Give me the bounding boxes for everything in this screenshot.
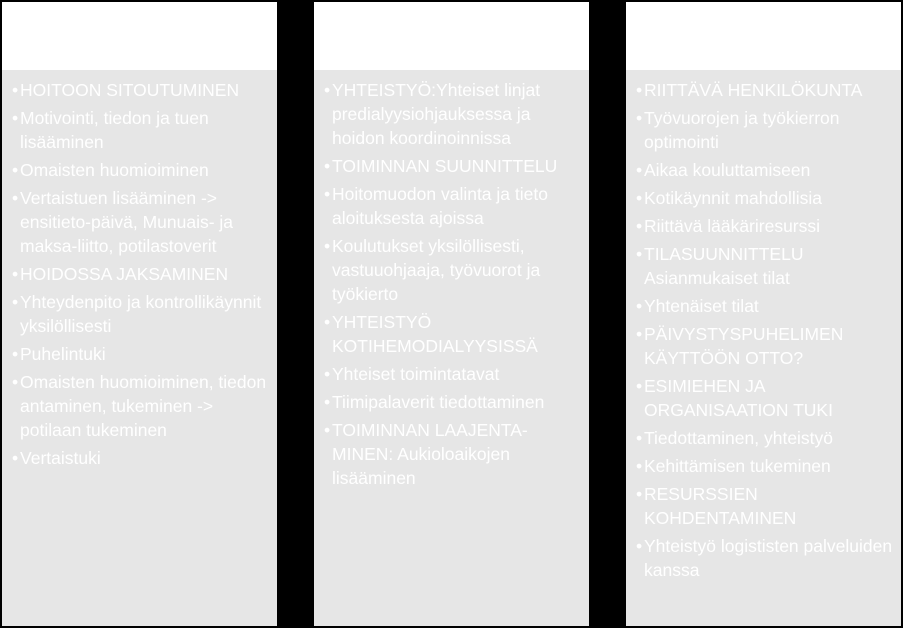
- list-item: [324, 154, 581, 178]
- bullet-icon: •: [324, 236, 331, 256]
- column-3-header: [626, 2, 901, 70]
- list-item: [324, 234, 581, 306]
- list-item: [636, 242, 893, 290]
- bullet-icon: •: [324, 392, 331, 412]
- list-item: [12, 290, 269, 338]
- list-item: [636, 322, 893, 370]
- list-item-text: Kotikäynnit mahdollisia: [644, 188, 823, 208]
- column-1-list: [12, 78, 269, 474]
- bullet-icon: •: [636, 244, 643, 264]
- list-item-text: Vertaistuen lisääminen -> ensitieto-päivä, Munuais- ja maksa-liitto, potilastoverit: [20, 188, 234, 256]
- bullet-icon: •: [12, 188, 19, 208]
- list-item-text: HOIDOSSA JAKSAMINEN: [20, 264, 229, 284]
- bullet-icon: •: [324, 420, 331, 440]
- list-item: [12, 262, 269, 286]
- column-3-panel: [626, 70, 901, 626]
- list-item-text: Vertaistuki: [20, 448, 101, 468]
- list-item-text: Yhtenäiset tilat: [644, 296, 759, 316]
- list-item-text: RIITTÄVÄ HENKILÖKUNTA: [644, 80, 863, 100]
- bullet-icon: •: [324, 80, 331, 100]
- column-1-header: [2, 2, 277, 70]
- bullet-icon: •: [636, 296, 643, 316]
- list-item-text: Omaisten huomioiminen: [20, 160, 209, 180]
- list-item: [636, 482, 893, 530]
- list-item-text: Motivointi, tiedon ja tuen lisääminen: [20, 108, 209, 152]
- list-item: [636, 426, 893, 450]
- list-item-text: TILASUUNNITTELU Asianmukaiset tilat: [644, 244, 804, 288]
- list-item: [636, 106, 893, 154]
- column-3-list: [636, 78, 893, 586]
- column-1: [2, 2, 277, 626]
- list-item-text: Riittävä lääkäriresurssi: [644, 216, 821, 236]
- bullet-icon: •: [12, 80, 19, 100]
- bullet-icon: •: [12, 344, 19, 364]
- list-item-text: TOIMINNAN SUUNNITTELU: [332, 156, 558, 176]
- list-item: [324, 310, 581, 358]
- list-item-text: Hoitomuodon valinta ja tieto aloituksesta ajoissa: [332, 184, 548, 228]
- bullet-icon: •: [12, 372, 19, 392]
- column-3: [626, 2, 901, 626]
- list-item: [636, 78, 893, 102]
- list-item-text: Yhteydenpito ja kontrollikäynnit yksilöllisesti: [20, 292, 262, 336]
- bullet-icon: •: [636, 428, 643, 448]
- bullet-icon: •: [636, 484, 643, 504]
- list-item-text: TOIMINNAN LAAJENTA-MINEN: Aukioloaikojen lisääminen: [332, 420, 528, 488]
- list-item-text: Puhelintuki: [20, 344, 106, 364]
- list-item-text: HOITOON SITOUTUMINEN: [20, 80, 240, 100]
- list-item: [636, 158, 893, 182]
- bullet-icon: •: [324, 364, 331, 384]
- list-item-text: Yhteiset toimintatavat: [332, 364, 500, 384]
- bullet-icon: •: [636, 324, 643, 344]
- column-1-panel: [2, 70, 277, 626]
- list-item: [324, 362, 581, 386]
- list-item-text: PÄIVYSTYSPUHELIMEN KÄYTTÖÖN OTTO?: [644, 324, 844, 368]
- bullet-icon: •: [12, 292, 19, 312]
- list-item: [12, 342, 269, 366]
- list-item-text: YHTEISTYÖ KOTIHEMODIALYYSISSÄ: [332, 312, 538, 356]
- list-item-text: Yhteistyö logististen palveluiden kanssa: [644, 536, 893, 580]
- column-2-header: [314, 2, 589, 70]
- list-item-text: RESURSSIEN KOHDENTAMINEN: [644, 484, 797, 528]
- list-item: [636, 186, 893, 210]
- list-item-text: Kehittämisen tukeminen: [644, 456, 831, 476]
- list-item: [324, 78, 581, 150]
- list-item: [636, 454, 893, 478]
- list-item: [12, 158, 269, 182]
- bullet-icon: •: [636, 188, 643, 208]
- list-item: [324, 182, 581, 230]
- list-item: [636, 534, 893, 582]
- list-item-text: Tiimipalaverit tiedottaminen: [332, 392, 545, 412]
- bullet-icon: •: [324, 312, 331, 332]
- list-item-text: Aikaa kouluttamiseen: [644, 160, 811, 180]
- bullet-icon: •: [12, 264, 19, 284]
- column-2-list: [324, 78, 581, 494]
- list-item: [12, 370, 269, 442]
- bullet-icon: •: [12, 448, 19, 468]
- list-item-text: ESIMIEHEN JA ORGANISAATION TUKI: [644, 376, 833, 420]
- list-item: [636, 214, 893, 238]
- bullet-icon: •: [636, 456, 643, 476]
- list-item: [12, 446, 269, 470]
- list-item-text: Tiedottaminen, yhteistyö: [644, 428, 834, 448]
- list-item: [12, 78, 269, 102]
- list-item: [12, 186, 269, 258]
- bullet-icon: •: [636, 160, 643, 180]
- bullet-icon: •: [636, 80, 643, 100]
- bullet-icon: •: [324, 184, 331, 204]
- list-item-text: Koulutukset yksilöllisesti, vastuuohjaaja, työvuorot ja työkierto: [332, 236, 541, 304]
- list-item: [324, 418, 581, 490]
- bullet-icon: •: [636, 536, 643, 556]
- list-item: [636, 374, 893, 422]
- list-item-text: Omaisten huomioiminen, tiedon antaminen, tukeminen -> potilaan tukeminen: [20, 372, 267, 440]
- bullet-icon: •: [636, 108, 643, 128]
- list-item: [12, 106, 269, 154]
- bullet-icon: •: [324, 156, 331, 176]
- list-item-text: Työvuorojen ja työkierron optimointi: [644, 108, 840, 152]
- column-2: [314, 2, 589, 626]
- bullet-icon: •: [12, 160, 19, 180]
- column-2-panel: [314, 70, 589, 626]
- bullet-icon: •: [636, 216, 643, 236]
- list-item-text: YHTEISTYÖ:Yhteiset linjat predialyysiohjauksessa ja hoidon koordinoinnissa: [332, 80, 541, 148]
- bullet-icon: •: [636, 376, 643, 396]
- bullet-icon: •: [12, 108, 19, 128]
- list-item: [636, 294, 893, 318]
- list-item: [324, 390, 581, 414]
